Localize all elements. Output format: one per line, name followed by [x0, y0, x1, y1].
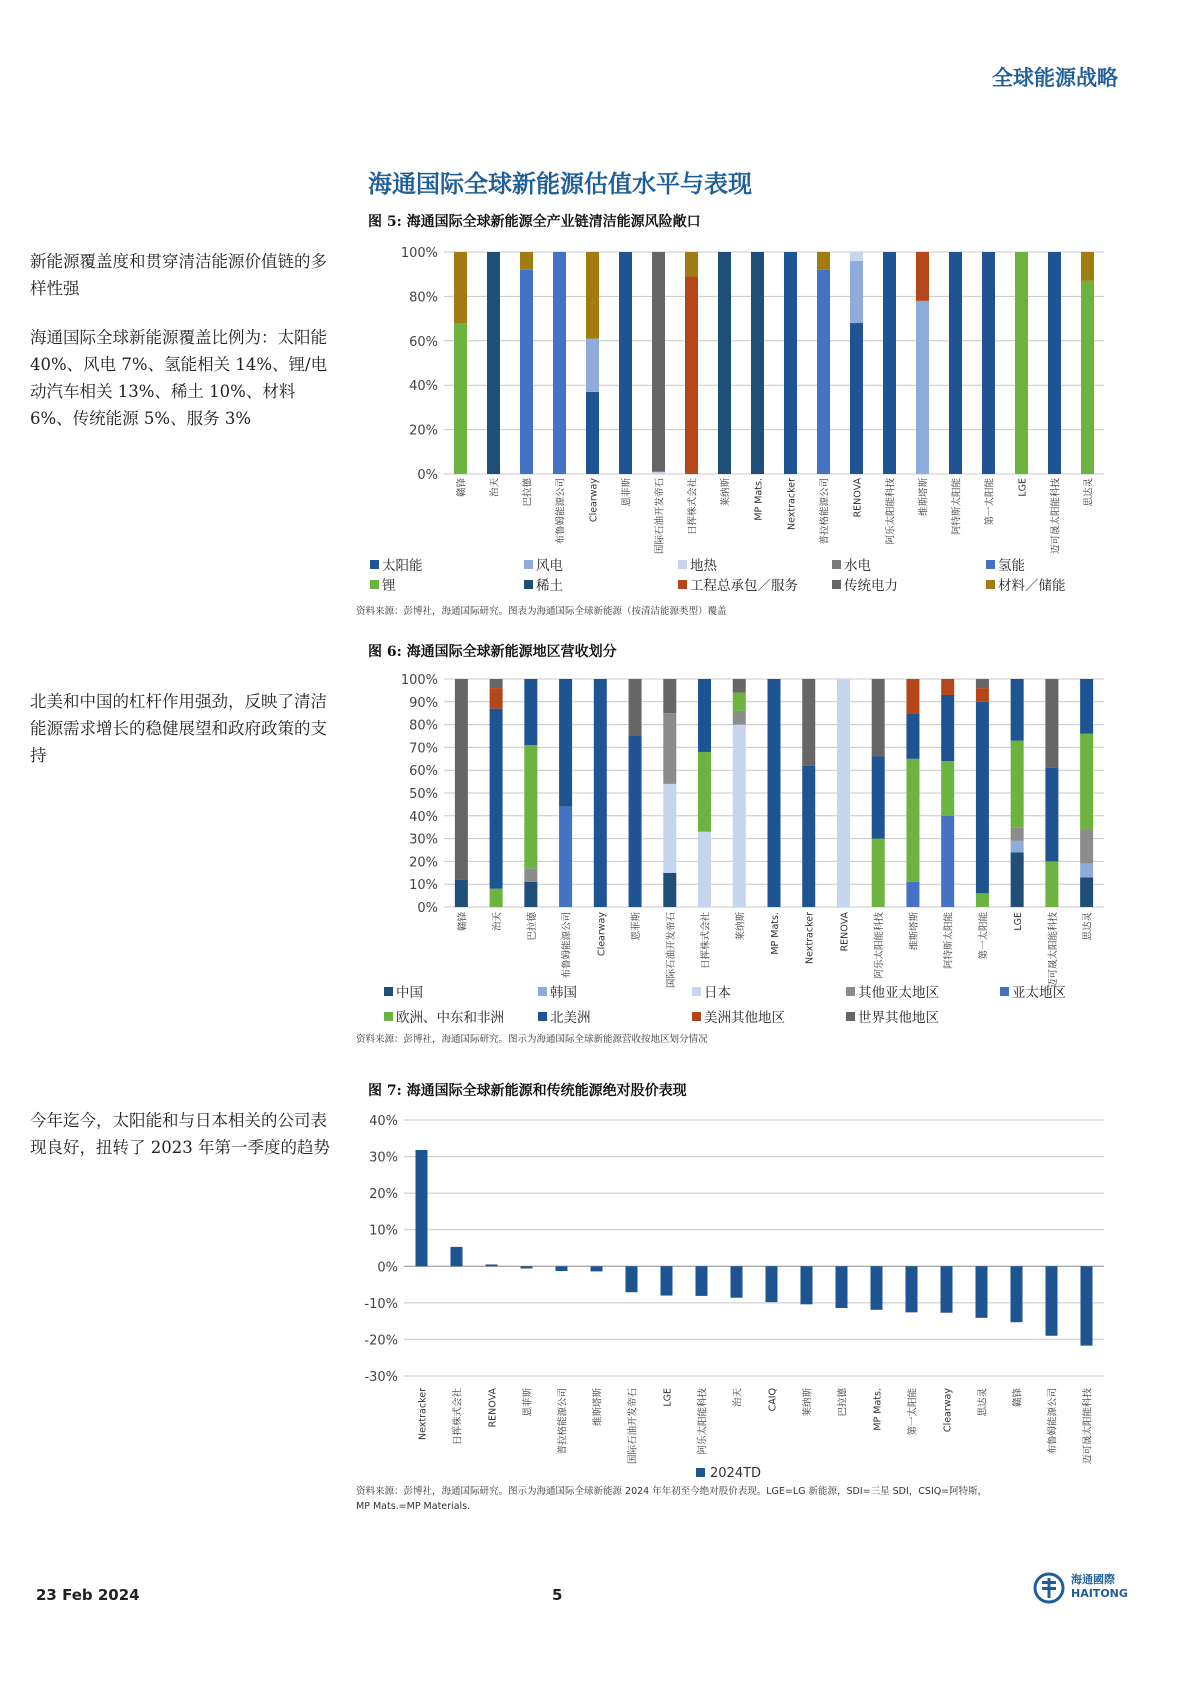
fig6-legend-label: 中国 [396, 985, 423, 1001]
fig7-bar [416, 1150, 428, 1266]
fig6-ytick-label: 10% [409, 878, 438, 894]
fig7-category-label: 第一太阳能 [907, 1388, 919, 1436]
fig5-category-label: 赣锋 [456, 478, 468, 498]
fig5-category-label: MP Mats. [753, 478, 765, 521]
fig6-category-label: Clearway [596, 912, 608, 957]
fig5-category-label: 普拉格能源公司 [819, 478, 831, 545]
fig7-bar [1081, 1266, 1093, 1345]
fig5-category-label: 思达灵 [1083, 478, 1095, 507]
fig5-legend-swatch [370, 560, 379, 569]
fig6-bar-segment [976, 688, 989, 702]
fig6-category-label: 赣锋 [457, 912, 469, 932]
fig7-bar [556, 1266, 568, 1271]
fig7-category-label: 思达灵 [977, 1388, 989, 1417]
fig7-bar [976, 1266, 988, 1318]
fig6-legend-label: 北美洲 [550, 1010, 591, 1026]
fig7-category-label: 阿乐太阳能科技 [697, 1388, 709, 1455]
fig7-legend-label: 2024TD [710, 1466, 762, 1481]
fig6-bar-segment [1045, 679, 1058, 768]
fig6-bar-segment [872, 839, 885, 907]
fig6-ytick-label: 50% [409, 787, 438, 802]
fig6-legend-swatch [384, 1012, 393, 1021]
fig5-category-label: 日挥株式会社 [687, 478, 699, 536]
fig6-bar-segment [1011, 841, 1024, 852]
fig6-bar-segment [524, 882, 537, 907]
fig5-bar-segment [916, 301, 929, 474]
fig6-ytick-label: 30% [409, 832, 438, 848]
fig6-category-label: Nextracker [804, 912, 816, 964]
fig6-bar-segment [663, 873, 676, 907]
fig6-bar-segment [733, 711, 746, 725]
fig7-bar [731, 1266, 743, 1297]
fig5-title: 图 5: 海通国际全球新能源全产业链清洁能源风险敞口 [368, 214, 701, 230]
fig6-category-label: 国际石油开发帝石 [665, 912, 677, 989]
fig5-ytick-label: 40% [409, 379, 438, 395]
fig6-bar-segment [1080, 734, 1093, 830]
fig7-ytick-label: 20% [369, 1187, 398, 1203]
fig5-source: 资料来源：彭博社，海通国际研究。图表为海通国际全球新能源（按清洁能源类型）覆盖 [356, 606, 727, 617]
fig5-category-label: 巴拉德 [522, 478, 534, 507]
fig5-bar-segment [520, 270, 533, 474]
fig6-category-label: 阿乐太阳能科技 [874, 912, 886, 979]
fig6-legend-swatch [692, 987, 701, 996]
fig6-bar-segment [663, 679, 676, 713]
fig6-ytick-label: 90% [409, 695, 438, 711]
fig6-bar-segment [490, 709, 503, 889]
fig5-bar-segment [1081, 281, 1094, 474]
fig6-legend-swatch [538, 1012, 547, 1021]
fig5-category-label: 第一太阳能 [984, 478, 996, 526]
fig6-bar-segment [490, 889, 503, 907]
fig7-category-label: 国际石油开发帝石 [627, 1388, 639, 1465]
fig7-bar [906, 1266, 918, 1312]
fig7-bar [521, 1266, 533, 1268]
fig7-bar [871, 1266, 883, 1310]
fig5-legend-label: 太阳能 [382, 558, 423, 574]
fig5-legend-label: 稀土 [536, 578, 563, 594]
fig6-bar-segment [733, 679, 746, 693]
fig7-bar [486, 1264, 498, 1266]
fig5-bar-segment [520, 252, 533, 270]
fig6-bar-segment [768, 679, 781, 907]
fig7-category-label: LGE [662, 1388, 674, 1407]
fig5-category-label: LGE [1017, 478, 1029, 497]
side-text-ytd-performance: 今年迄今，太阳能和与日本相关的公司表现良好，扭转了 2023 年第一季度的趋势 [30, 1111, 330, 1157]
fig5-ytick-label: 0% [417, 468, 438, 483]
fig5-bar-segment [751, 252, 764, 474]
fig7-category-label: 莱纳斯 [802, 1388, 814, 1417]
fig5-bar-segment [652, 252, 665, 472]
fig6-bar-segment [906, 713, 919, 759]
fig5-legend-label: 工程总承包／服务 [690, 578, 798, 594]
side-text-coverage-ratio: 海通国际全球新能源覆盖比例为：太阳能 40%、风电 7%、氢能相关 14%、锂/电动汽车相关 13%、稀土 10%、材料 6%、传统能源 5%、服务 3% [30, 328, 328, 428]
fig5-bar-segment [850, 252, 863, 261]
fig6-ytick-label: 0% [417, 901, 438, 916]
fig5-legend-swatch [524, 560, 533, 569]
fig6-source: 资料来源：彭博社，海通国际研究。图示为海通国际全球新能源营收按地区划分情况 [356, 1034, 708, 1045]
fig6-bar-segment [906, 759, 919, 882]
fig5-bar-segment [586, 392, 599, 474]
fig7-ytick-label: 30% [369, 1150, 398, 1166]
fig6-bar-segment [906, 882, 919, 907]
fig6-category-label: 莱纳斯 [735, 912, 747, 941]
fig6-bar-segment [941, 761, 954, 816]
fig5-category-label: Nextracker [786, 478, 798, 530]
fig5-bar-segment [949, 252, 962, 474]
fig6-legend-label: 世界其他地区 [858, 1010, 939, 1026]
fig7-bar [1011, 1266, 1023, 1322]
fig6-category-label: 阿特斯太阳能 [943, 912, 955, 970]
fig7-category-label: 布鲁姆能源公司 [1047, 1388, 1059, 1455]
fig6-bar-segment [1045, 861, 1058, 907]
fig7-bar [941, 1266, 953, 1312]
fig5-category-label: Clearway [588, 478, 600, 523]
fig6-bar-segment [941, 679, 954, 695]
fig7-title: 图 7: 海通国际全球新能源和传统能源绝对股价表现 [368, 1083, 687, 1099]
fig6-legend-swatch [384, 987, 393, 996]
fig6-legend-swatch [692, 1012, 701, 1021]
fig5-legend-label: 氢能 [998, 558, 1025, 574]
fig5-bar-segment [553, 252, 566, 474]
logo-cn: 海通國際 [1071, 1573, 1115, 1586]
haitong-logo-icon [1033, 1572, 1065, 1604]
fig5-legend-label: 水电 [844, 558, 871, 574]
fig6-ytick-label: 40% [409, 809, 438, 825]
fig5-bar-segment [784, 252, 797, 474]
fig5-ytick-label: 100% [400, 246, 438, 261]
fig6-bar-segment [594, 679, 607, 907]
fig6-bar-segment [1080, 679, 1093, 734]
fig6-legend-label: 亚太地区 [1012, 985, 1066, 1001]
fig5-legend-swatch [678, 560, 687, 569]
fig6-category-label: 恩菲斯 [631, 912, 643, 941]
fig6-bar-segment [1011, 827, 1024, 841]
fig5-legend-swatch [524, 580, 533, 589]
fig6-bar-segment [837, 679, 850, 907]
fig6-category-label: 迈可晟太阳能科技 [1047, 912, 1059, 989]
fig5-category-label: 阿乐太阳能科技 [885, 478, 897, 545]
fig6-bar-segment [524, 868, 537, 882]
fig6-legend-label: 欧洲、中东和非洲 [396, 1010, 504, 1026]
fig6-bar-segment [629, 679, 642, 736]
fig5-category-label: RENOVA [852, 478, 864, 518]
fig6-bar-segment [698, 832, 711, 907]
fig5-category-label: 恩菲斯 [621, 478, 633, 507]
fig5-bar-segment [1048, 252, 1061, 474]
fig6-category-label: 思达灵 [1082, 912, 1094, 941]
fig6-bar-segment [698, 679, 711, 752]
fig6-category-label: 日挥株式会社 [700, 912, 712, 970]
fig6-legend-swatch [538, 987, 547, 996]
fig6-bar-segment [802, 766, 815, 907]
fig6-bar-segment [490, 688, 503, 709]
fig5-legend-swatch [986, 580, 995, 589]
fig7-category-label: Nextracker [417, 1388, 429, 1440]
fig7-bar [451, 1247, 463, 1266]
side-text-coverage-diversity: 新能源覆盖度和贯穿清洁能源价值链的多样性强 [30, 252, 327, 298]
fig6-category-label: 治天 [492, 912, 504, 932]
page-number: 5 [552, 1586, 563, 1604]
fig5-bar-segment [916, 252, 929, 301]
fig5-bar-segment [850, 323, 863, 474]
fig6-bar-segment [1011, 852, 1024, 907]
fig5-legend-swatch [986, 560, 995, 569]
fig7-source-note: MP Mats.=MP Materials. [356, 1501, 471, 1512]
fig6-bar-segment [733, 693, 746, 711]
fig5-category-label: 莱纳斯 [720, 478, 732, 507]
fig7-ytick-label: -10% [364, 1296, 398, 1312]
logo-en: HAITONG [1071, 1587, 1128, 1600]
fig7-category-label: MP Mats. [872, 1388, 884, 1431]
fig6-bar-segment [1080, 829, 1093, 863]
fig6-bar-segment [1080, 864, 1093, 878]
fig6-bar-segment [906, 679, 919, 713]
fig5-bar-segment [619, 252, 632, 474]
fig5-bar-segment [652, 472, 665, 474]
fig5-bar-segment [850, 261, 863, 323]
fig6-ytick-label: 70% [409, 741, 438, 757]
fig6-bar-segment [698, 752, 711, 832]
fig7-ytick-label: 40% [369, 1114, 398, 1129]
fig6-bar-segment [490, 679, 503, 688]
fig5-bar-segment [982, 252, 995, 474]
fig5-legend-label: 地热 [690, 558, 717, 574]
fig5-legend-swatch [678, 580, 687, 589]
fig6-category-label: MP Mats. [770, 912, 781, 955]
fig5-ytick-label: 20% [409, 423, 438, 439]
fig6-legend-swatch [1000, 987, 1009, 996]
fig5-legend-swatch [832, 580, 841, 589]
fig6-bar-segment [733, 725, 746, 907]
fig7-category-label: 普拉格能源公司 [557, 1388, 569, 1455]
fig5-legend-label: 材料／储能 [998, 578, 1066, 594]
fig6-bar-segment [976, 893, 989, 907]
fig7-category-label: Clearway [942, 1388, 954, 1433]
fig7-ytick-label: 0% [377, 1260, 398, 1276]
fig5-bar-segment [586, 252, 599, 339]
fig7-source: 资料来源：彭博社，海通国际研究。图示为海通国际全球新能源 2024 年年初至今绝对股价表现。LGE=LG 新能源，SDI=三星 SDI，CSIQ=阿特斯， [356, 1486, 988, 1497]
fig6-legend-label: 其他亚太地区 [858, 985, 939, 1001]
fig5-bar-segment [817, 252, 830, 270]
fig5-bar-segment [685, 276, 698, 474]
fig6-legend-label: 韩国 [550, 985, 577, 1001]
fig6-category-label: 维斯塔斯 [908, 912, 920, 951]
fig5-ytick-label: 60% [409, 334, 438, 350]
header-title: 全球能源战略 [992, 65, 1118, 90]
fig6-category-label: 第一太阳能 [978, 912, 990, 960]
fig7-bar [626, 1266, 638, 1292]
fig7-category-label: 迈可晟太阳能科技 [1082, 1388, 1094, 1465]
fig6-bar-segment [1080, 877, 1093, 907]
fig5-legend-swatch [370, 580, 379, 589]
fig6-bar-segment [802, 679, 815, 766]
fig6-bar-segment [976, 702, 989, 894]
fig5-bar-segment [1081, 252, 1094, 281]
fig5-legend-label: 传统电力 [844, 578, 898, 594]
fig5-bar-segment [454, 252, 467, 323]
fig7-category-label: 巴拉德 [837, 1388, 849, 1417]
fig5-bar-segment [883, 252, 896, 474]
fig5-bar-segment [454, 323, 467, 474]
fig5-category-label: 迈可晟太阳能科技 [1050, 478, 1062, 555]
fig5-category-label: 维斯塔斯 [918, 478, 930, 517]
fig6-legend-label: 美洲其他地区 [704, 1010, 785, 1026]
fig7-bar [1046, 1266, 1058, 1335]
fig6-bar-segment [663, 784, 676, 873]
fig6-category-label: LGE [1013, 912, 1025, 931]
fig5-category-label: 阿特斯太阳能 [951, 478, 963, 536]
footer-date: 23 Feb 2024 [36, 1586, 140, 1604]
fig7-bar [661, 1266, 673, 1295]
fig6-bar-segment [455, 880, 468, 907]
fig6-bar-segment [872, 679, 885, 757]
fig6-bar-segment [941, 695, 954, 761]
haitong-logo [1033, 1570, 1133, 1610]
fig7-category-label: 维斯塔斯 [592, 1388, 604, 1427]
fig5-category-label: 国际石油开发帝石 [654, 478, 666, 555]
fig5-bar-segment [817, 270, 830, 474]
fig6-legend-label: 日本 [704, 985, 731, 1001]
fig5-legend-label: 风电 [536, 558, 563, 574]
fig5-bar-segment [1015, 252, 1028, 474]
fig6-legend-swatch [846, 987, 855, 996]
fig7-category-label: 赣锋 [1012, 1388, 1024, 1408]
fig6-category-label: 布鲁姆能源公司 [561, 912, 573, 979]
fig6-bar-segment [455, 679, 468, 880]
fig7-category-label: RENOVA [487, 1388, 499, 1428]
fig6-bar-segment [976, 679, 989, 688]
fig7-category-label: 日挥株式会社 [452, 1388, 464, 1446]
fig6-bar-segment [1011, 741, 1024, 828]
fig7-bar [836, 1266, 848, 1308]
fig7-category-label: 恩菲斯 [522, 1388, 534, 1417]
side-text-region-leverage: 北美和中国的杠杆作用强劲，反映了清洁能源需求增长的稳健展望和政府政策的支持 [30, 692, 327, 765]
fig5-category-label: 布鲁姆能源公司 [555, 478, 567, 545]
fig6-bar-segment [559, 807, 572, 907]
fig6-category-label: RENOVA [839, 912, 851, 952]
fig5-bar-segment [685, 252, 698, 276]
fig7-category-label: 治天 [732, 1388, 744, 1408]
fig7-ytick-label: -20% [364, 1333, 398, 1349]
fig6-title: 图 6: 海通国际全球新能源地区营收划分 [368, 644, 617, 660]
fig6-bar-segment [524, 679, 537, 745]
fig6-bar-segment [663, 713, 676, 784]
fig6-ytick-label: 100% [400, 673, 438, 688]
fig7-bar [766, 1266, 778, 1302]
fig7-ytick-label: 10% [369, 1223, 398, 1239]
fig7-legend-swatch [696, 1468, 705, 1477]
fig6-bar-segment [941, 816, 954, 907]
fig6-bar-segment [559, 679, 572, 807]
fig5-bar-segment [718, 252, 731, 474]
fig7-bar [801, 1266, 813, 1304]
fig7-ytick-label: -30% [364, 1370, 398, 1385]
fig6-category-label: 巴拉德 [526, 912, 538, 941]
fig7-category-label: CAIQ [767, 1388, 779, 1412]
fig6-legend-swatch [846, 1012, 855, 1021]
fig6-bar-segment [524, 745, 537, 868]
fig6-ytick-label: 20% [409, 855, 438, 871]
fig6-ytick-label: 80% [409, 718, 438, 734]
fig6-bar-segment [872, 757, 885, 839]
fig5-bar-segment [487, 252, 500, 474]
fig5-category-label: 治天 [489, 478, 501, 498]
fig5-legend-swatch [832, 560, 841, 569]
fig5-legend-label: 锂 [382, 578, 396, 594]
fig5-ytick-label: 80% [409, 290, 438, 306]
fig6-bar-segment [629, 736, 642, 907]
fig7-bar [696, 1266, 708, 1296]
fig6-bar-segment [1011, 679, 1024, 741]
fig6-bar-segment [1045, 768, 1058, 861]
fig6-ytick-label: 60% [409, 764, 438, 780]
fig5-bar-segment [586, 339, 599, 392]
fig7-bar [591, 1266, 603, 1271]
section-title: 海通国际全球新能源估值水平与表现 [368, 169, 752, 198]
